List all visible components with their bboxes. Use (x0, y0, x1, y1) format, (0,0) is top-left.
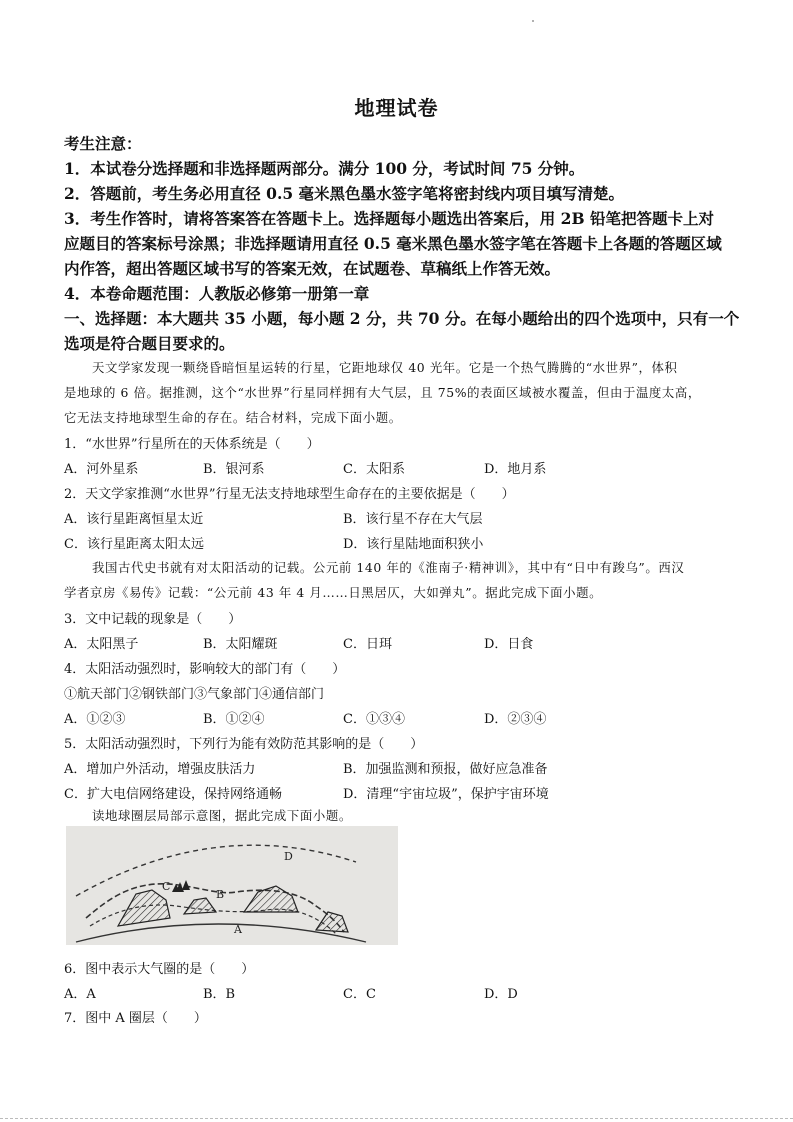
q3-option-b: B．太阳耀斑 (203, 637, 278, 652)
passage3: 读地球圈层局部示意图，据此完成下面小题。 (92, 808, 352, 823)
passage2-line1: 我国古代史书就有对太阳活动的记载。公元前 140 年的《淮南子·精神训》，其中有“日中有踆乌”。西汉 (92, 560, 685, 575)
q2-option-c: C．该行星距离太阳太远 (64, 537, 204, 552)
q5-stem: 5．太阳活动强烈时，下列行为能有效防范其影响的是（ ） (64, 737, 424, 752)
figure-label-a: A (234, 923, 242, 936)
notice-heading: 考生注意： (64, 134, 142, 153)
q1-option-d: D．地月系 (484, 462, 547, 477)
q3-option-d: D．日食 (484, 637, 534, 652)
q4-choices: ①航天部门②钢铁部门③气象部门④通信部门 (64, 687, 325, 702)
q1-option-a: A．河外星系 (64, 462, 139, 477)
q5-option-d: D．清理“宇宙垃圾”，保护宇宙环境 (343, 787, 549, 802)
q6-stem: 6．图中表示大气圈的是（ ） (64, 962, 255, 977)
q6-option-d: D．D (484, 987, 518, 1002)
section-heading: 一、选择题：本大题共 35 小题，每小题 2 分，共 70 分。在每小题给出的四个选项中，只有一个 (64, 309, 740, 328)
notice-item-2: 2．答题前，考生务必用直径 0.5 毫米黑色墨水签字笔将密封线内项目填写清楚。 (64, 184, 625, 203)
q4-option-c: C．①③④ (343, 712, 405, 727)
q1-option-c: C．太阳系 (343, 462, 405, 477)
bottom-border (0, 1118, 793, 1119)
section-heading-cont: 选项是符合题目要求的。 (64, 334, 235, 353)
scan-dot (532, 20, 534, 22)
q4-stem: 4．太阳活动强烈时，影响较大的部门有（ ） (64, 662, 346, 677)
q6-option-b: B．B (203, 987, 236, 1002)
q2-option-b: B．该行星不存在大气层 (343, 512, 483, 527)
q6-option-c: C．C (343, 987, 376, 1002)
figure-label-c: C (162, 880, 171, 893)
q6-option-a: A．A (64, 987, 96, 1002)
figure-label-d: D (284, 850, 293, 863)
q2-stem: 2．天文学家推测“水世界”行星无法支持地球型生命存在的主要依据是（ ） (64, 487, 515, 502)
passage1-line2: 是地球的 6 倍。据推测，这个“水世界”行星同样拥有大气层，且 75%的表面区域被水覆盖，但由于温度太高， (64, 385, 701, 400)
q4-option-a: A．①②③ (64, 712, 126, 727)
q3-option-c: C．日珥 (343, 637, 392, 652)
q2-option-a: A．该行星距离恒星太近 (64, 512, 204, 527)
figure-label-b: B (216, 888, 225, 901)
q4-option-b: B．①②④ (203, 712, 265, 727)
earth-spheres-diagram (66, 826, 398, 945)
notice-item-3-cont: 应题目的答案标号涂黑；非选择题请用直径 0.5 毫米黑色墨水签字笔在答题卡上各题的答题区域 (64, 234, 722, 253)
notice-item-3: 3．考生作答时，请将答案答在答题卡上。选择题每小题选出答案后，用 2B 铅笔把答题卡上对 (64, 209, 714, 228)
q5-option-a: A．增加户外活动，增强皮肤活力 (64, 762, 256, 777)
notice-item-1: 1．本试卷分选择题和非选择题两部分。满分 100 分，考试时间 75 分钟。 (64, 159, 585, 178)
q2-option-d: D．该行星陆地面积狭小 (343, 537, 484, 552)
notice-item-3-end: 内作答，超出答题区域书写的答案无效，在试题卷、草稿纸上作答无效。 (64, 259, 561, 278)
q7-stem: 7．图中 A 圈层（ ） (64, 1011, 207, 1026)
q3-option-a: A．太阳黑子 (64, 637, 139, 652)
passage1-line1: 天文学家发现一颗绕昏暗恒星运转的行星，它距地球仅 40 光年。它是一个热气腾腾的“水世界”，体积 (92, 360, 678, 375)
q1-stem: 1．“水世界”行星所在的天体系统是（ ） (64, 437, 320, 452)
notice-item-4: 4．本卷命题范围：人教版必修第一册第一章 (64, 284, 370, 303)
q4-option-d: D．②③④ (484, 712, 547, 727)
q1-option-b: B．银河系 (203, 462, 265, 477)
q5-option-b: B．加强监测和预报，做好应急准备 (343, 762, 548, 777)
paper-title: 地理试卷 (354, 96, 439, 120)
q3-stem: 3．文中记载的现象是（ ） (64, 612, 242, 627)
passage2-line2: 学者京房《易传》记载：“公元前 43 年 4 月……日黑居仄，大如弹丸”。据此完成下面小题。 (64, 585, 603, 600)
q5-option-c: C．扩大电信网络建设，保持网络通畅 (64, 787, 282, 802)
passage1-line3: 它无法支持地球型生命的存在。结合材料，完成下面小题。 (64, 410, 402, 425)
